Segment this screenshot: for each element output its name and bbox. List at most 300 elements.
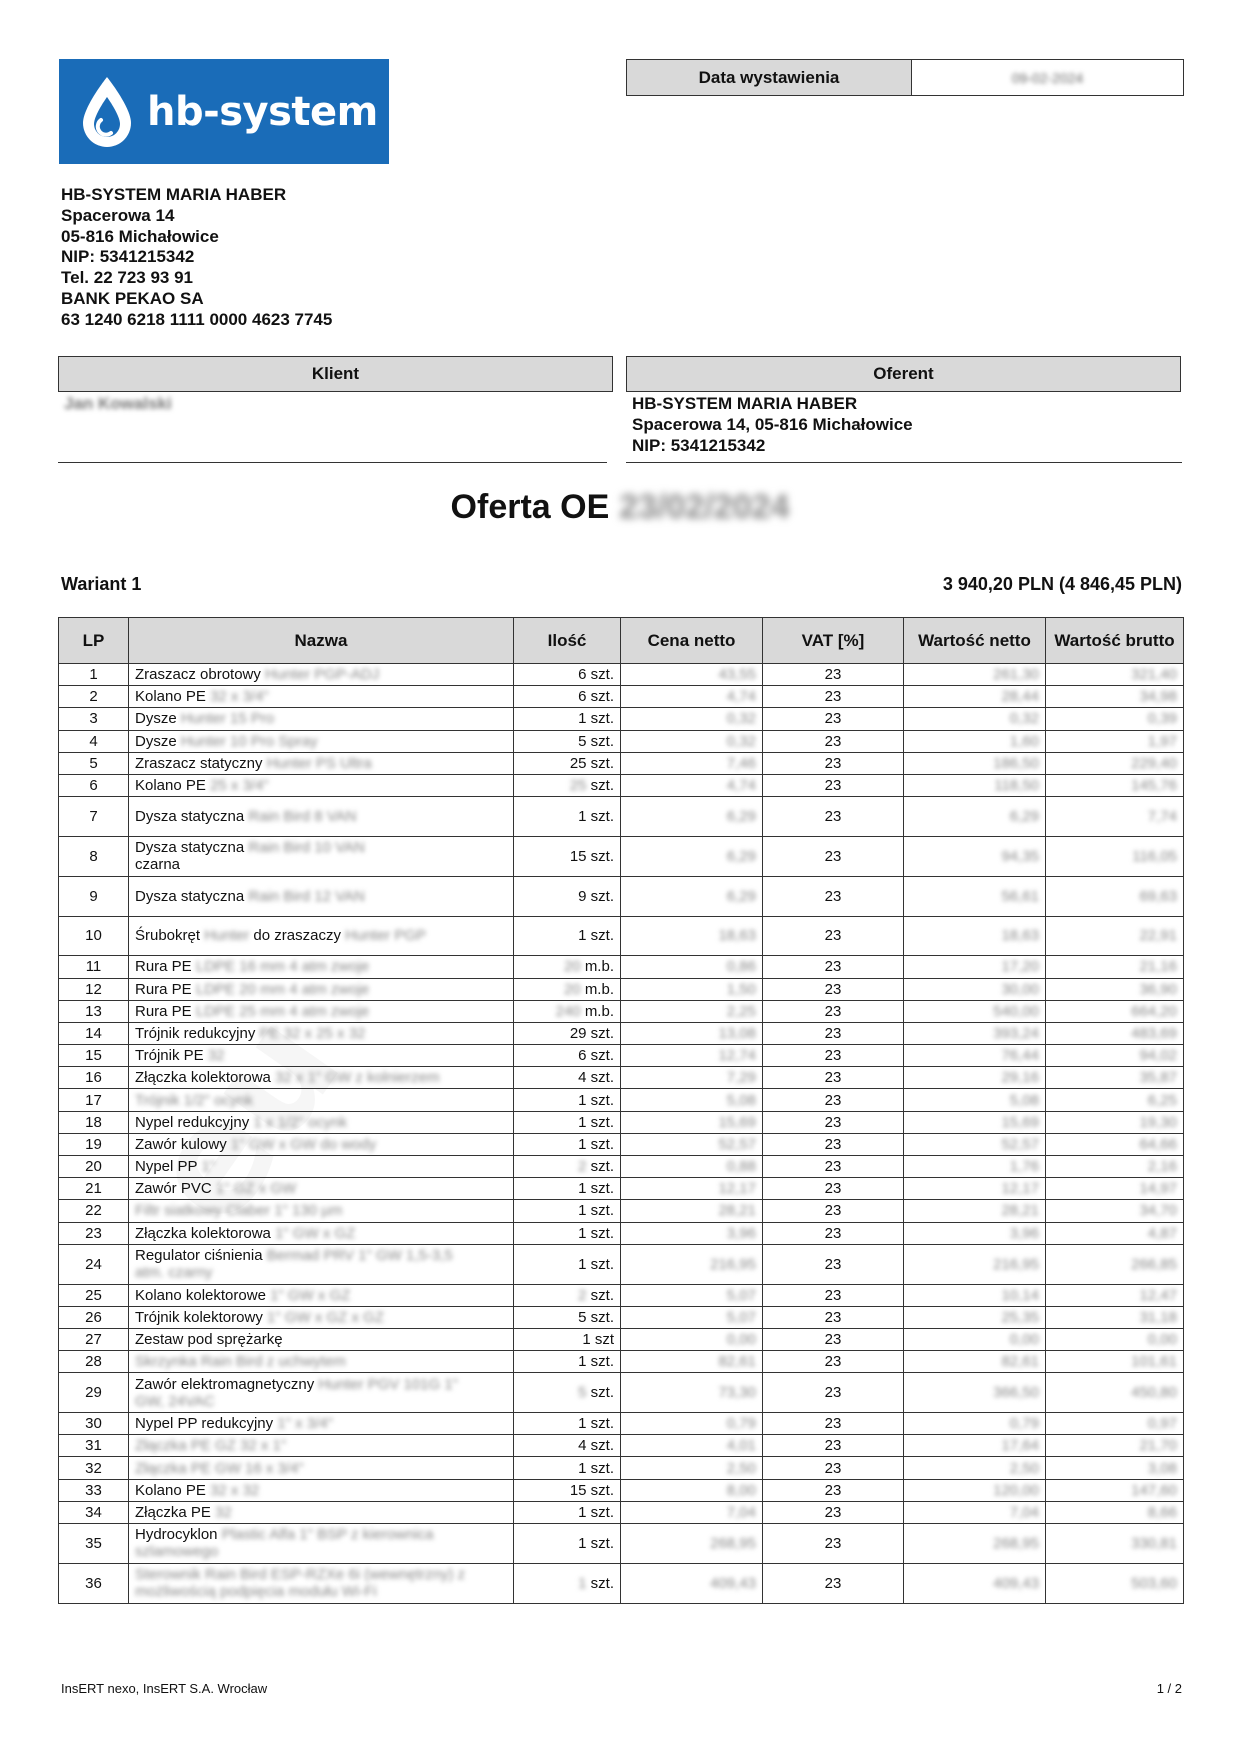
net-value: 6,29 bbox=[1009, 808, 1039, 826]
item-name: Zraszacz obrotowy bbox=[135, 666, 261, 684]
cell-qty bbox=[514, 876, 621, 916]
gross-value: 0,97 bbox=[1147, 1415, 1177, 1433]
net-value: 5,08 bbox=[1009, 1091, 1039, 1109]
table-row bbox=[59, 1067, 1184, 1089]
price-value: 4,01 bbox=[726, 1437, 756, 1455]
table-row bbox=[59, 956, 1184, 978]
cell-gross bbox=[1046, 1000, 1184, 1022]
cell-vat: 23 bbox=[763, 1413, 904, 1435]
gross-value: 330,81 bbox=[1131, 1534, 1177, 1552]
col-header-price: Cena netto bbox=[621, 618, 763, 664]
cell-qty bbox=[514, 1178, 621, 1200]
cell-lp: 8 bbox=[59, 836, 129, 876]
cell-qty bbox=[514, 1222, 621, 1244]
cell-net bbox=[904, 1156, 1046, 1178]
gross-value: 450,80 bbox=[1131, 1384, 1177, 1402]
cell-price bbox=[621, 916, 763, 956]
item-name-line bbox=[135, 1136, 507, 1153]
cell-vat: 23 bbox=[763, 1156, 904, 1178]
table-row bbox=[59, 1244, 1184, 1284]
table-row bbox=[59, 1501, 1184, 1523]
cell-lp: 34 bbox=[59, 1501, 129, 1523]
cell-gross bbox=[1046, 956, 1184, 978]
item-name-line bbox=[135, 1376, 507, 1393]
cell-gross bbox=[1046, 876, 1184, 916]
item-name: Regulator ciśnienia bbox=[135, 1247, 263, 1265]
cell-qty bbox=[514, 774, 621, 796]
table-row bbox=[59, 774, 1184, 796]
cell-lp: 18 bbox=[59, 1111, 129, 1133]
item-name-detail: LDPE 16 mm 4 atm zwoje bbox=[195, 958, 370, 976]
table-row bbox=[59, 752, 1184, 774]
cell-name bbox=[129, 916, 514, 956]
item-name: Kolano PE bbox=[135, 777, 206, 795]
item-name-detail: Hunter bbox=[204, 927, 250, 945]
cell-name bbox=[129, 1133, 514, 1155]
table-row bbox=[59, 1435, 1184, 1457]
item-name-line bbox=[135, 1069, 507, 1086]
cell-net bbox=[904, 1457, 1046, 1479]
gross-value: 21,16 bbox=[1139, 958, 1177, 976]
offeror-header: Oferent bbox=[626, 356, 1181, 392]
price-value: 0,88 bbox=[726, 1158, 756, 1176]
cell-name bbox=[129, 1222, 514, 1244]
cell-gross bbox=[1046, 836, 1184, 876]
cell-qty bbox=[514, 1524, 621, 1564]
item-name-line bbox=[135, 1504, 507, 1521]
item-name: Zestaw pod sprężarkę bbox=[135, 1331, 283, 1349]
table-row bbox=[59, 1222, 1184, 1244]
table-row bbox=[59, 1306, 1184, 1328]
item-name-line bbox=[135, 839, 507, 856]
offer-number: 23/02/2024 bbox=[619, 488, 790, 526]
price-value: 0,79 bbox=[726, 1415, 756, 1433]
cell-net bbox=[904, 1373, 1046, 1413]
cell-net bbox=[904, 978, 1046, 1000]
cell-gross bbox=[1046, 686, 1184, 708]
cell-lp: 2 bbox=[59, 686, 129, 708]
price-value: 6,29 bbox=[726, 847, 756, 865]
price-value: 216,95 bbox=[710, 1255, 756, 1273]
qty-unit: m.b. bbox=[584, 980, 614, 998]
cell-price bbox=[621, 1435, 763, 1457]
cell-qty bbox=[514, 1284, 621, 1306]
table-row bbox=[59, 797, 1184, 837]
qty-unit: 29 szt. bbox=[569, 1024, 614, 1042]
price-value: 8,00 bbox=[726, 1481, 756, 1499]
cell-net bbox=[904, 836, 1046, 876]
price-value: 2,25 bbox=[726, 1002, 756, 1020]
seller-line: HB-SYSTEM MARIA HABER bbox=[61, 185, 287, 204]
net-value: 366,50 bbox=[993, 1384, 1039, 1402]
item-name-detail-extra: Hunter PGP bbox=[345, 927, 427, 945]
gross-value: 503,60 bbox=[1131, 1574, 1177, 1592]
cell-vat: 23 bbox=[763, 1222, 904, 1244]
offeror-line: HB-SYSTEM MARIA HABER bbox=[632, 394, 858, 413]
table-row bbox=[59, 1000, 1184, 1022]
cell-lp: 19 bbox=[59, 1133, 129, 1155]
item-name: Rura PE bbox=[135, 958, 192, 976]
item-name: Dysza statyczna bbox=[135, 839, 245, 857]
cell-lp: 30 bbox=[59, 1413, 129, 1435]
gross-value: 12,47 bbox=[1139, 1286, 1177, 1304]
cell-price bbox=[621, 1563, 763, 1603]
cell-price bbox=[621, 1413, 763, 1435]
item-name-second-line bbox=[135, 1583, 507, 1600]
cell-name bbox=[129, 1413, 514, 1435]
item-name-detail: Filtr siatkowy Claber 1" 130 µm bbox=[135, 1202, 343, 1220]
cell-qty bbox=[514, 1089, 621, 1111]
item-name: Zawór kulowy bbox=[135, 1135, 227, 1153]
item-name-detail: 32 x 3/4" bbox=[210, 688, 269, 706]
cell-vat: 23 bbox=[763, 1501, 904, 1523]
cell-gross bbox=[1046, 1457, 1184, 1479]
price-value: 5,07 bbox=[726, 1308, 756, 1326]
cell-vat: 23 bbox=[763, 978, 904, 1000]
item-name: Złączka kolektorowa bbox=[135, 1069, 271, 1087]
cell-price bbox=[621, 797, 763, 837]
cell-qty bbox=[514, 1306, 621, 1328]
cell-price bbox=[621, 1200, 763, 1222]
qty-unit: szt. bbox=[590, 1286, 614, 1304]
cell-price bbox=[621, 978, 763, 1000]
company-logo bbox=[59, 59, 389, 164]
cell-lp: 24 bbox=[59, 1244, 129, 1284]
table-row bbox=[59, 1413, 1184, 1435]
item-name-detail: PE 32 x 25 x 32 bbox=[259, 1024, 366, 1042]
item-name: Dysze bbox=[135, 710, 177, 728]
item-name: Rura PE bbox=[135, 1002, 192, 1020]
net-value: 261,30 bbox=[993, 666, 1039, 684]
cell-price bbox=[621, 1000, 763, 1022]
cell-net bbox=[904, 1351, 1046, 1373]
cell-lp: 16 bbox=[59, 1067, 129, 1089]
item-name-detail: Rain Bird 8 VAN bbox=[248, 808, 357, 826]
qty-unit: 1 szt. bbox=[578, 1415, 614, 1433]
net-value: 393,24 bbox=[993, 1024, 1039, 1042]
cell-qty bbox=[514, 836, 621, 876]
cell-gross bbox=[1046, 1244, 1184, 1284]
qty-unit: 1 szt. bbox=[578, 1091, 614, 1109]
gross-value: 116,05 bbox=[1132, 847, 1177, 865]
cell-price bbox=[621, 1156, 763, 1178]
gross-value: 0,00 bbox=[1147, 1331, 1177, 1349]
cell-gross bbox=[1046, 1563, 1184, 1603]
cell-vat: 23 bbox=[763, 752, 904, 774]
item-name-detail: 32 bbox=[207, 1047, 225, 1065]
net-value: 409,43 bbox=[993, 1574, 1039, 1592]
cell-price bbox=[621, 956, 763, 978]
cell-gross bbox=[1046, 1524, 1184, 1564]
item-name: Nypel PP redukcyjny bbox=[135, 1415, 274, 1433]
gross-value: 94,02 bbox=[1139, 1047, 1177, 1065]
col-header-gross: Wartość brutto bbox=[1046, 618, 1184, 664]
item-name-line bbox=[135, 1247, 507, 1264]
gross-value: 2,16 bbox=[1147, 1158, 1177, 1176]
seller-details bbox=[61, 185, 332, 331]
cell-net bbox=[904, 1501, 1046, 1523]
item-name: Trójnik PE bbox=[135, 1047, 204, 1065]
cell-qty bbox=[514, 1022, 621, 1044]
item-name-line bbox=[135, 733, 507, 750]
cell-vat: 23 bbox=[763, 1479, 904, 1501]
table-row bbox=[59, 1373, 1184, 1413]
table-row bbox=[59, 916, 1184, 956]
cell-lp: 10 bbox=[59, 916, 129, 956]
cell-price bbox=[621, 1501, 763, 1523]
cell-net bbox=[904, 774, 1046, 796]
item-name-line bbox=[135, 1225, 507, 1242]
qty-unit: 5 szt. bbox=[578, 1308, 614, 1326]
cell-net bbox=[904, 1111, 1046, 1133]
item-name-line bbox=[135, 777, 507, 794]
item-name-detail: Hunter PGP-ADJ bbox=[265, 666, 380, 684]
cell-vat: 23 bbox=[763, 730, 904, 752]
cell-name bbox=[129, 1200, 514, 1222]
cell-net bbox=[904, 1045, 1046, 1067]
cell-vat: 23 bbox=[763, 1200, 904, 1222]
seller-line: NIP: 5341215342 bbox=[61, 247, 195, 267]
price-value: 6,29 bbox=[726, 808, 756, 826]
cell-gross bbox=[1046, 1089, 1184, 1111]
qty-unit: 1 szt. bbox=[578, 1459, 614, 1477]
item-name-line bbox=[135, 1309, 507, 1326]
footer-page-number: 1 / 2 bbox=[1156, 1681, 1182, 1696]
price-value: 3,96 bbox=[726, 1224, 756, 1242]
cell-name bbox=[129, 1373, 514, 1413]
cell-net bbox=[904, 730, 1046, 752]
cell-lp: 33 bbox=[59, 1479, 129, 1501]
item-name: Dysza statyczna bbox=[135, 808, 245, 826]
cell-name bbox=[129, 1156, 514, 1178]
item-name-line bbox=[135, 888, 507, 905]
cell-lp: 9 bbox=[59, 876, 129, 916]
cell-net bbox=[904, 1479, 1046, 1501]
cell-gross bbox=[1046, 916, 1184, 956]
item-name-detail: LDPE 20 mm 4 atm zwoje bbox=[195, 980, 370, 998]
cell-net bbox=[904, 752, 1046, 774]
cell-price bbox=[621, 1133, 763, 1155]
seller-line: 05-816 Michałowice bbox=[61, 226, 219, 246]
cell-price bbox=[621, 1111, 763, 1133]
item-name: Dysze bbox=[135, 732, 177, 750]
cell-qty bbox=[514, 1045, 621, 1067]
cell-price bbox=[621, 1222, 763, 1244]
item-name-line bbox=[135, 1180, 507, 1197]
qty-unit: 1 szt. bbox=[578, 927, 614, 945]
cell-qty bbox=[514, 978, 621, 1000]
qty-unit: szt. bbox=[590, 1158, 614, 1176]
cell-qty bbox=[514, 1111, 621, 1133]
item-name-second-line bbox=[135, 1264, 507, 1281]
client-name: Jan Kowalski bbox=[64, 394, 172, 413]
item-name-detail: 1" GW x GW do wody bbox=[230, 1135, 377, 1153]
net-value: 15,69 bbox=[1001, 1113, 1039, 1131]
cell-qty bbox=[514, 1200, 621, 1222]
cell-qty bbox=[514, 1479, 621, 1501]
cell-name bbox=[129, 1351, 514, 1373]
table-row bbox=[59, 664, 1184, 686]
cell-lp: 3 bbox=[59, 708, 129, 730]
cell-gross bbox=[1046, 1133, 1184, 1155]
cell-vat: 23 bbox=[763, 1133, 904, 1155]
item-name-detail: 1" GW x GZ x GZ bbox=[267, 1308, 384, 1326]
net-value: 268,95 bbox=[993, 1534, 1039, 1552]
cell-price bbox=[621, 1351, 763, 1373]
cell-gross bbox=[1046, 1435, 1184, 1457]
cell-name bbox=[129, 1022, 514, 1044]
cell-vat: 23 bbox=[763, 686, 904, 708]
net-value: 216,95 bbox=[993, 1255, 1039, 1273]
qty-amount: 25 bbox=[569, 777, 587, 795]
cell-gross bbox=[1046, 1222, 1184, 1244]
cell-price bbox=[621, 1067, 763, 1089]
item-name-line bbox=[135, 1003, 507, 1020]
cell-name bbox=[129, 1244, 514, 1284]
cell-vat: 23 bbox=[763, 1351, 904, 1373]
table-row bbox=[59, 1022, 1184, 1044]
cell-vat: 23 bbox=[763, 1563, 904, 1603]
item-name-detail-second: GW, 24VAC bbox=[135, 1392, 215, 1410]
col-header-lp: LP bbox=[59, 618, 129, 664]
cell-qty bbox=[514, 1328, 621, 1350]
cell-name bbox=[129, 1306, 514, 1328]
cell-lp: 15 bbox=[59, 1045, 129, 1067]
item-name-line bbox=[135, 1114, 507, 1131]
price-value: 13,08 bbox=[718, 1024, 756, 1042]
cell-name bbox=[129, 1328, 514, 1350]
table-row bbox=[59, 1133, 1184, 1155]
logo-text: hb-system bbox=[147, 88, 378, 135]
cell-gross bbox=[1046, 797, 1184, 837]
gross-value: 664,20 bbox=[1131, 1002, 1177, 1020]
cell-qty bbox=[514, 797, 621, 837]
price-value: 15,69 bbox=[718, 1113, 756, 1131]
table-row bbox=[59, 1479, 1184, 1501]
item-name-detail-second: atm. czarny bbox=[135, 1264, 213, 1282]
qty-unit: 1 szt. bbox=[578, 808, 614, 826]
cell-lp: 20 bbox=[59, 1156, 129, 1178]
cell-qty bbox=[514, 730, 621, 752]
gross-value: 21,70 bbox=[1139, 1437, 1177, 1455]
item-name-extra: do zraszaczy bbox=[253, 927, 341, 945]
net-value: 28,21 bbox=[1001, 1202, 1039, 1220]
item-name-line bbox=[135, 1202, 507, 1219]
item-name-detail: 25 x 3/4" bbox=[210, 777, 269, 795]
cell-price bbox=[621, 1373, 763, 1413]
net-value: 52,57 bbox=[1001, 1135, 1039, 1153]
gross-value: 483,69 bbox=[1131, 1024, 1177, 1042]
price-value: 0,00 bbox=[726, 1331, 756, 1349]
item-name-line bbox=[135, 1158, 507, 1175]
cell-net bbox=[904, 1435, 1046, 1457]
item-name-detail: Trójnik 1/2" ocynk bbox=[135, 1091, 254, 1109]
net-value: 2,50 bbox=[1009, 1459, 1039, 1477]
cell-vat: 23 bbox=[763, 1457, 904, 1479]
item-name: Złączka kolektorowa bbox=[135, 1224, 271, 1242]
gross-value: 14,97 bbox=[1139, 1180, 1177, 1198]
offer-title-prefix: Oferta OE bbox=[450, 488, 610, 526]
cell-name bbox=[129, 1524, 514, 1564]
cell-qty bbox=[514, 916, 621, 956]
gross-value: 3,08 bbox=[1147, 1459, 1177, 1477]
item-name: Zraszacz statyczny bbox=[135, 754, 263, 772]
cell-price bbox=[621, 686, 763, 708]
price-value: 52,57 bbox=[718, 1135, 756, 1153]
client-details bbox=[58, 394, 607, 463]
gross-value: 321,40 bbox=[1131, 666, 1177, 684]
cell-lp: 7 bbox=[59, 797, 129, 837]
cell-vat: 23 bbox=[763, 1328, 904, 1350]
cell-name bbox=[129, 978, 514, 1000]
gross-value: 35,87 bbox=[1139, 1069, 1177, 1087]
cell-price bbox=[621, 876, 763, 916]
price-value: 28,21 bbox=[718, 1202, 756, 1220]
table-row bbox=[59, 1563, 1184, 1603]
item-name-detail: 1" x 3/4" bbox=[277, 1415, 333, 1433]
cell-name bbox=[129, 836, 514, 876]
item-name-detail: 1" GZ x GW bbox=[215, 1180, 297, 1198]
price-value: 0,86 bbox=[726, 958, 756, 976]
item-name-detail: 32 bbox=[215, 1503, 232, 1521]
cell-net bbox=[904, 1413, 1046, 1435]
gross-value: 7,74 bbox=[1147, 808, 1177, 826]
qty-unit: szt. bbox=[590, 1574, 614, 1592]
net-value: 12,17 bbox=[1001, 1180, 1039, 1198]
item-name: Nypel PP bbox=[135, 1158, 198, 1176]
item-name: Dysza statyczna bbox=[135, 887, 245, 905]
cell-price bbox=[621, 1244, 763, 1284]
table-row bbox=[59, 1200, 1184, 1222]
table-row bbox=[59, 1284, 1184, 1306]
cell-qty bbox=[514, 1435, 621, 1457]
cell-net bbox=[904, 916, 1046, 956]
qty-unit: 15 szt. bbox=[569, 1481, 614, 1499]
cell-gross bbox=[1046, 1067, 1184, 1089]
cell-net bbox=[904, 1133, 1046, 1155]
item-name-line bbox=[135, 1047, 507, 1064]
cell-gross bbox=[1046, 1156, 1184, 1178]
cell-name bbox=[129, 752, 514, 774]
item-name-detail: 32 x 1" GW z kolnierzem bbox=[275, 1069, 440, 1087]
cell-lp: 23 bbox=[59, 1222, 129, 1244]
gross-value: 22,91 bbox=[1139, 927, 1177, 945]
qty-unit: 1 szt. bbox=[578, 1135, 614, 1153]
cell-gross bbox=[1046, 1306, 1184, 1328]
cell-vat: 23 bbox=[763, 876, 904, 916]
cell-qty bbox=[514, 956, 621, 978]
cell-vat: 23 bbox=[763, 1000, 904, 1022]
table-row bbox=[59, 1524, 1184, 1564]
cell-name bbox=[129, 1111, 514, 1133]
table-header-row bbox=[59, 618, 1184, 664]
cell-net bbox=[904, 1067, 1046, 1089]
item-name-detail-second: szlamowego bbox=[135, 1543, 219, 1561]
cell-name bbox=[129, 1045, 514, 1067]
cell-gross bbox=[1046, 752, 1184, 774]
qty-unit: 1 szt. bbox=[578, 1202, 614, 1220]
cell-net bbox=[904, 686, 1046, 708]
price-value: 7,46 bbox=[726, 754, 756, 772]
item-name-line bbox=[135, 710, 507, 727]
net-value: 118,50 bbox=[994, 777, 1039, 795]
cell-qty bbox=[514, 1563, 621, 1603]
cell-name bbox=[129, 1089, 514, 1111]
qty-unit: 1 szt. bbox=[578, 1180, 614, 1198]
net-value: 28,44 bbox=[1001, 688, 1039, 706]
cell-lp: 22 bbox=[59, 1200, 129, 1222]
qty-unit: m.b. bbox=[584, 958, 614, 976]
